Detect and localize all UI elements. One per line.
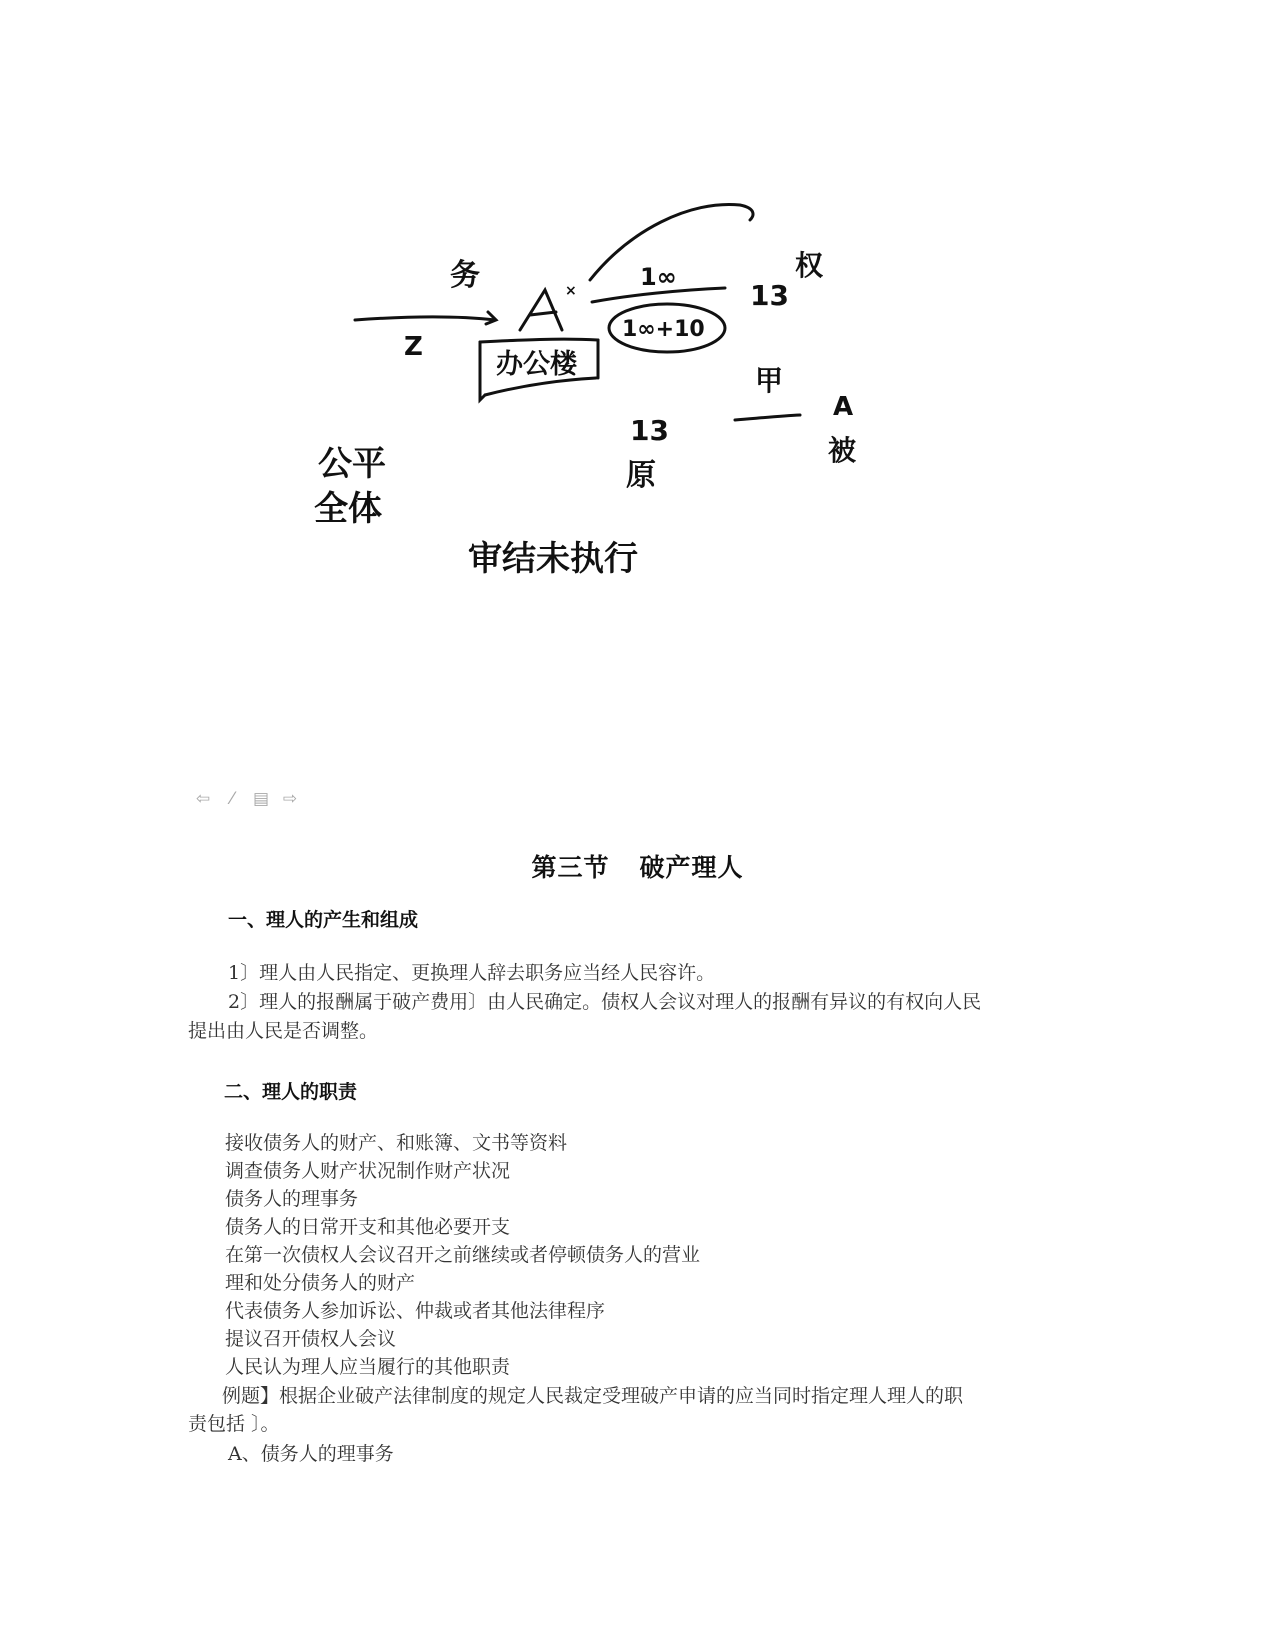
sketch-box-bottom: [485, 378, 596, 395]
sketch-label-wu: 务: [450, 258, 480, 293]
paragraph-item-2-line1: 2〕理人的报酬属于破产费用〕由人民确定。债权人会议对理人的报酬有异议的有权向人民: [228, 991, 982, 1013]
menu-icon[interactable]: ▤: [252, 789, 270, 809]
duty-item: 在第一次债权人会议召开之前继续或者停顿债务人的营业: [225, 1244, 701, 1266]
sketch-label-jia: 甲: [755, 364, 784, 397]
sketch-line-left: [355, 317, 495, 320]
duty-item: 人民认为理人应当履行的其他职责: [225, 1356, 511, 1378]
sketch-canvas: [300, 190, 900, 610]
section-heading-1: 一、理人的产生和组成: [228, 909, 419, 931]
sketch-label-z: Z: [404, 332, 423, 362]
sketch-line-right: [735, 415, 800, 420]
slide-navigation: [193, 790, 300, 808]
sketch-label-13: 13: [750, 279, 789, 312]
sketch-box-top: [480, 339, 598, 342]
duty-item: 债务人的日常开支和其他必要开支: [225, 1216, 511, 1238]
duty-item: 债务人的理事务: [225, 1188, 359, 1210]
example-question-line1: 例题】根据企业破产法律制度的规定人民裁定受理破产申请的应当同时指定理人理人的职: [222, 1385, 964, 1407]
duty-item: 调查债务人财产状况制作财产状况: [225, 1160, 511, 1182]
sketch-label-a-right: A: [833, 392, 854, 422]
arrow-left-icon[interactable]: ⇦: [195, 789, 211, 809]
page-title: [0, 848, 1275, 884]
title-section-name: 破产理人: [639, 853, 744, 882]
sketch-label-13-lower: 13: [630, 414, 669, 447]
sketch-label-quan: 权: [795, 249, 824, 282]
duty-item: 理和处分债务人的财产: [225, 1272, 416, 1294]
sketch-label-bei: 被: [828, 434, 857, 467]
sketch-letter-a: [520, 290, 562, 330]
duty-item: 代表债务人参加诉讼、仲裁或者其他法律程序: [225, 1300, 606, 1322]
answer-option-a: A、债务人的理事务: [228, 1443, 394, 1465]
sketch-label-yuan: 原: [626, 458, 656, 493]
pen-icon[interactable]: ⁄: [230, 789, 234, 809]
paragraph-item-1: 1〕理人由人民指定、更换理人辞去职务应当经人民容许。: [228, 962, 716, 984]
section-heading-2: 二、理人的职责: [224, 1081, 358, 1103]
sketch-label-shenjie: 审结未执行: [468, 539, 638, 579]
arrow-right-icon[interactable]: ⇨: [282, 789, 298, 809]
example-question-line2: 责包括 〕。: [188, 1413, 280, 1435]
sketch-label-gongping: 公平: [318, 444, 386, 484]
duty-item: 提议召开债权人会议: [225, 1328, 397, 1350]
handwritten-sketch: [300, 190, 900, 610]
duty-item: 接收债务人的财产、和账簿、文书等资料: [225, 1132, 568, 1154]
sketch-label-100: 1∞: [640, 263, 677, 291]
sketch-label-quanti: 全体: [314, 489, 382, 529]
sketch-label-100-plus-10: 1∞+10: [622, 317, 705, 342]
sketch-label-a-star: ×: [565, 283, 577, 299]
paragraph-item-2-line2: 提出由人民是否调整。: [188, 1020, 379, 1042]
sketch-box-left: [480, 342, 485, 400]
title-section-number: 第三节: [531, 853, 610, 882]
sketch-label-office: 办公楼: [496, 349, 577, 380]
